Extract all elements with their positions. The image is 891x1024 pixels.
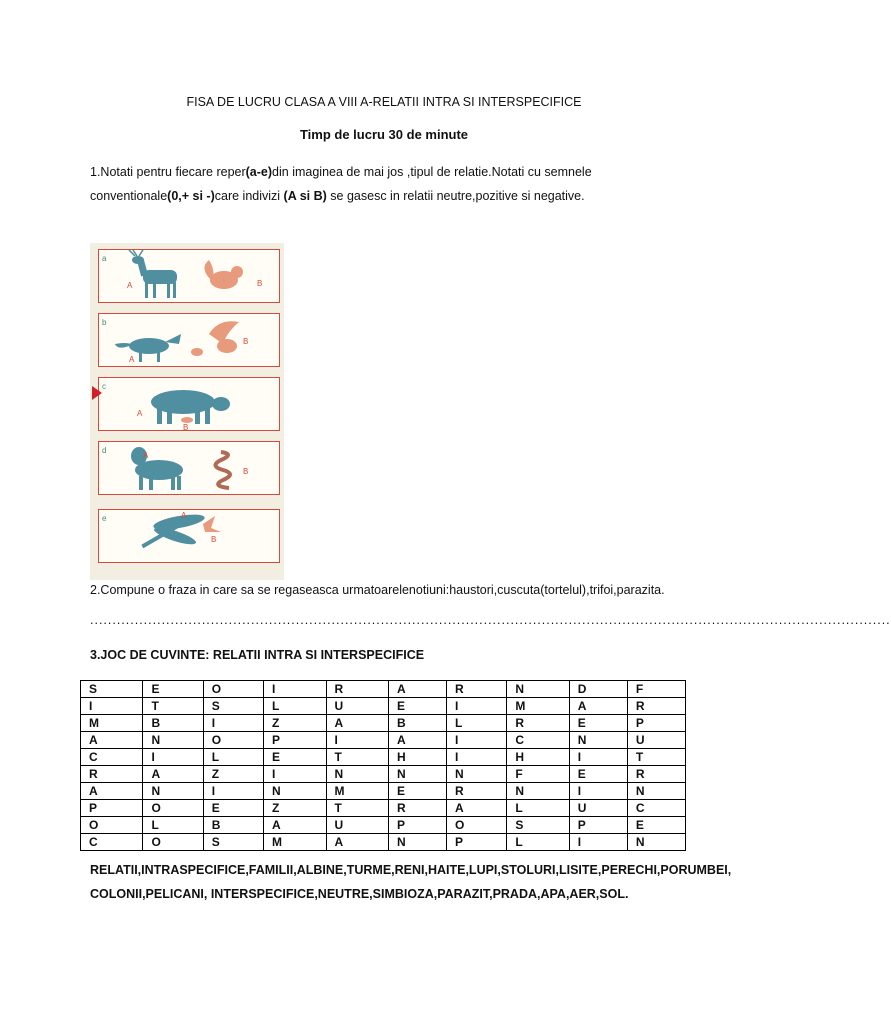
svg-text:c: c xyxy=(102,382,106,391)
answer-line: ................................................................................................................................................................................... xyxy=(90,613,891,627)
grid-cell: B xyxy=(143,715,203,732)
grid-cell: A xyxy=(81,732,143,749)
grid-row xyxy=(81,834,686,851)
grid-cell: A xyxy=(388,732,446,749)
grid-cell: N xyxy=(507,783,569,800)
grid-cell: Z xyxy=(264,715,326,732)
grid-cell: O xyxy=(81,817,143,834)
grid-cell: P xyxy=(569,817,627,834)
grid-cell: I xyxy=(569,783,627,800)
grid-cell: R xyxy=(627,698,685,715)
grid-cell: O xyxy=(203,732,263,749)
svg-text:A: A xyxy=(143,451,149,460)
grid-cell: L xyxy=(143,817,203,834)
grid-cell: C xyxy=(507,732,569,749)
grid-cell: N xyxy=(627,783,685,800)
grid-cell: A xyxy=(388,681,446,698)
svg-text:B: B xyxy=(257,279,263,288)
figure-panel-e xyxy=(98,509,280,563)
grid-cell: S xyxy=(203,698,263,715)
grid-cell: I xyxy=(569,834,627,851)
grid-cell: I xyxy=(264,681,326,698)
grid-cell: O xyxy=(143,800,203,817)
grid-row xyxy=(81,698,686,715)
svg-text:B: B xyxy=(243,467,249,476)
grid-cell: E xyxy=(388,698,446,715)
grid-cell: M xyxy=(326,783,388,800)
grid-cell: A xyxy=(447,800,507,817)
grid-cell: C xyxy=(81,749,143,766)
grid-cell: H xyxy=(507,749,569,766)
grid-cell: E xyxy=(627,817,685,834)
grid-cell: R xyxy=(627,766,685,783)
grid-cell: I xyxy=(569,749,627,766)
grid-cell: N xyxy=(388,766,446,783)
grid-cell: A xyxy=(264,817,326,834)
grid-cell: T xyxy=(326,800,388,817)
grid-cell: M xyxy=(81,715,143,732)
grid-cell: O xyxy=(143,834,203,851)
figure-panel-c xyxy=(98,377,280,431)
grid-cell: B xyxy=(388,715,446,732)
relations-figure xyxy=(90,243,284,580)
svg-text:A: A xyxy=(181,511,187,520)
svg-text:A: A xyxy=(129,355,135,364)
grid-row xyxy=(81,783,686,800)
grid-cell: R xyxy=(326,681,388,698)
word-search-grid xyxy=(80,680,686,851)
grid-cell: E xyxy=(388,783,446,800)
grid-cell: A xyxy=(326,834,388,851)
grid-cell: T xyxy=(143,698,203,715)
task-2-text: 2.Compune o fraza in care sa se regaseasca urmatoarelenotiuni:haustori,cuscuta(tortelul),trifoi,parazita. xyxy=(90,583,665,597)
figure-panel-a xyxy=(98,249,280,303)
grid-cell: N xyxy=(569,732,627,749)
grid-row xyxy=(81,715,686,732)
grid-cell: I xyxy=(447,732,507,749)
task-3-title: 3.JOC DE CUVINTE: RELATII INTRA SI INTERSPECIFICE xyxy=(90,648,425,662)
fox-bird-illustration xyxy=(99,314,279,366)
svg-text:B: B xyxy=(243,337,249,346)
grid-cell: S xyxy=(507,817,569,834)
grid-cell: E xyxy=(143,681,203,698)
grid-cell: M xyxy=(507,698,569,715)
grid-cell: R xyxy=(447,783,507,800)
grid-row xyxy=(81,800,686,817)
grid-cell: B xyxy=(203,817,263,834)
grid-cell: E xyxy=(569,766,627,783)
svg-text:B: B xyxy=(183,423,189,432)
grid-row xyxy=(81,749,686,766)
grid-cell: E xyxy=(569,715,627,732)
grid-cell: N xyxy=(388,834,446,851)
worksheet-title: FISA DE LUCRU CLASA A VIII A-RELATII INTRA SI INTERSPECIFICE xyxy=(186,95,582,109)
grid-cell: N xyxy=(264,783,326,800)
grid-cell: S xyxy=(203,834,263,851)
grid-cell: F xyxy=(507,766,569,783)
svg-text:a: a xyxy=(102,254,107,263)
grid-cell: P xyxy=(627,715,685,732)
grid-row xyxy=(81,817,686,834)
grid-cell: R xyxy=(81,766,143,783)
grid-cell: U xyxy=(569,800,627,817)
grid-row xyxy=(81,766,686,783)
svg-text:B: B xyxy=(211,535,217,544)
grid-cell: I xyxy=(143,749,203,766)
cow-bird-illustration xyxy=(99,378,279,430)
grid-cell: N xyxy=(627,834,685,851)
grid-cell: D xyxy=(569,681,627,698)
svg-text:d: d xyxy=(102,446,107,455)
svg-text:A: A xyxy=(127,281,133,290)
svg-text:b: b xyxy=(102,318,107,327)
grid-cell: I xyxy=(203,783,263,800)
grid-cell: C xyxy=(627,800,685,817)
task-1-text: 1.Notati pentru fiecare reper(a-e)din imaginea de mai jos ,tipul de relatie.Notati cu semnele conventionale(0,+ si -)care indivizi (A si B) se gasesc in relatii neutre,pozitive si negative. xyxy=(90,165,592,203)
grid-cell: A xyxy=(143,766,203,783)
grid-cell: I xyxy=(81,698,143,715)
grid-cell: I xyxy=(264,766,326,783)
grid-cell: L xyxy=(447,715,507,732)
grid-cell: O xyxy=(203,681,263,698)
dragonfly-illustration xyxy=(99,510,279,568)
dog-worm-illustration xyxy=(99,442,279,494)
grid-cell: A xyxy=(569,698,627,715)
grid-cell: E xyxy=(264,749,326,766)
grid-cell: P xyxy=(447,834,507,851)
grid-cell: H xyxy=(388,749,446,766)
grid-cell: T xyxy=(326,749,388,766)
grid-cell: E xyxy=(203,800,263,817)
figure-panel-b xyxy=(98,313,280,367)
grid-cell: F xyxy=(627,681,685,698)
grid-cell: L xyxy=(264,698,326,715)
grid-cell: M xyxy=(264,834,326,851)
grid-cell: C xyxy=(81,834,143,851)
grid-cell: P xyxy=(81,800,143,817)
word-list: RELATII,INTRASPECIFICE,FAMILII,ALBINE,TURME,RENI,HAITE,LUPI,STOLURI,LISITE,PERECHI,PORUMBEI, COLONII,PELICANI, INTERSPECIFICE,NEUTRE,SIMBIOZA,PARAZIT,PRADA,APA,AER,SOL. xyxy=(90,863,732,901)
svg-text:A: A xyxy=(137,409,143,418)
grid-cell: N xyxy=(143,783,203,800)
grid-cell: Z xyxy=(203,766,263,783)
grid-cell: N xyxy=(326,766,388,783)
deer-squirrel-illustration xyxy=(99,250,279,302)
grid-cell: L xyxy=(507,834,569,851)
grid-cell: I xyxy=(447,698,507,715)
figure-panel-d xyxy=(98,441,280,495)
grid-cell: A xyxy=(81,783,143,800)
grid-row xyxy=(81,732,686,749)
grid-cell: R xyxy=(507,715,569,732)
grid-cell: P xyxy=(264,732,326,749)
grid-cell: L xyxy=(203,749,263,766)
time-limit: Timp de lucru 30 de minute xyxy=(299,127,469,142)
grid-cell: U xyxy=(627,732,685,749)
grid-cell: L xyxy=(507,800,569,817)
grid-cell: T xyxy=(627,749,685,766)
grid-cell: N xyxy=(143,732,203,749)
grid-cell: R xyxy=(447,681,507,698)
grid-cell: I xyxy=(203,715,263,732)
grid-cell: U xyxy=(326,817,388,834)
grid-cell: R xyxy=(388,800,446,817)
grid-cell: Z xyxy=(264,800,326,817)
grid-cell: N xyxy=(447,766,507,783)
grid-cell: I xyxy=(447,749,507,766)
grid-cell: U xyxy=(326,698,388,715)
grid-row xyxy=(81,681,686,698)
svg-text:e: e xyxy=(102,514,107,523)
grid-cell: P xyxy=(388,817,446,834)
grid-cell: S xyxy=(81,681,143,698)
grid-cell: O xyxy=(447,817,507,834)
grid-cell: N xyxy=(507,681,569,698)
grid-cell: I xyxy=(326,732,388,749)
red-arrow-icon xyxy=(92,386,102,400)
grid-cell: A xyxy=(326,715,388,732)
